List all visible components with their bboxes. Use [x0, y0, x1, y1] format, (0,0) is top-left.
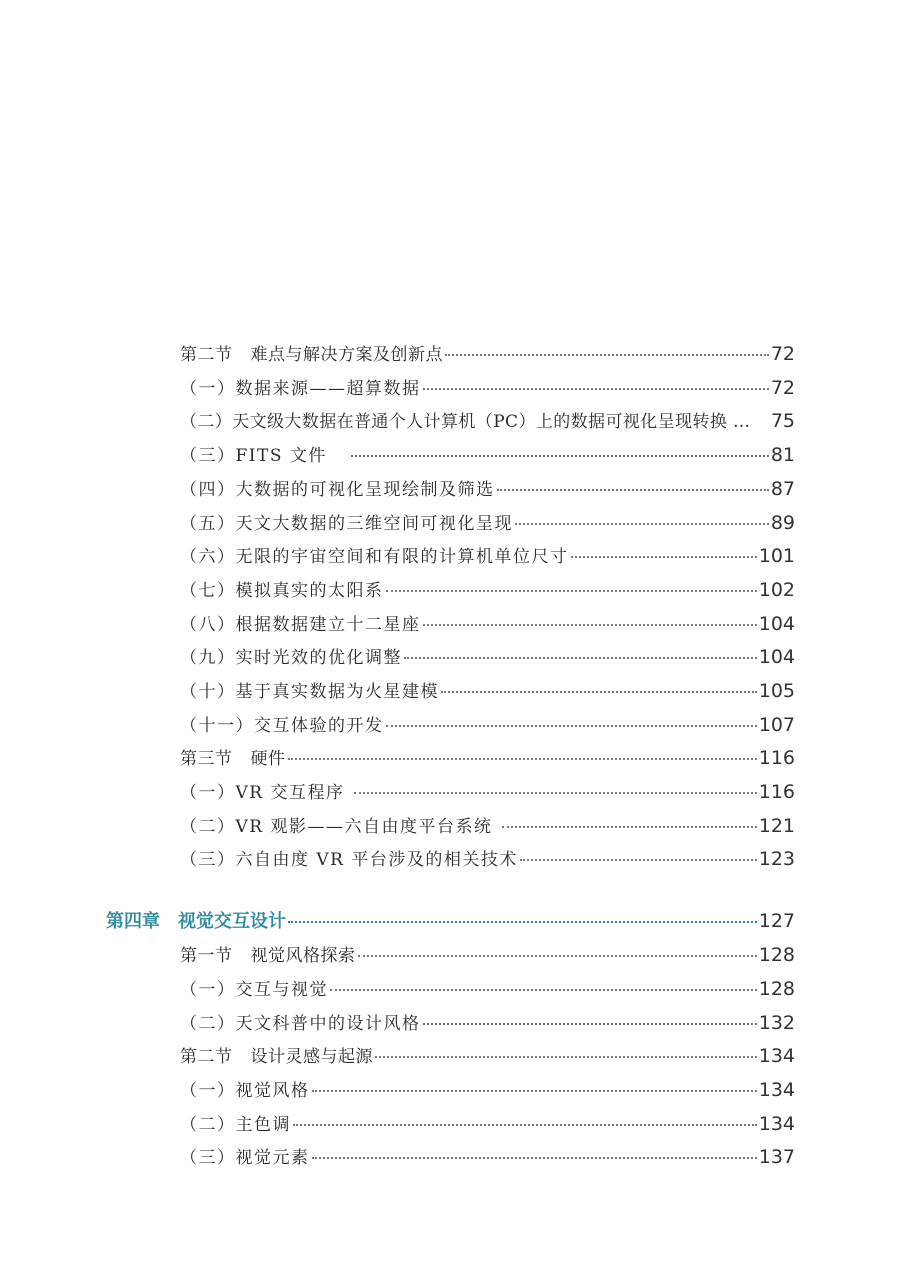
toc-page-number: 123 [758, 848, 795, 870]
dot-leader [497, 489, 769, 491]
toc-page-number: 81 [770, 444, 795, 466]
dot-leader [386, 590, 757, 592]
toc-entry[interactable] [180, 509, 795, 534]
toc-entry[interactable] [180, 975, 795, 1000]
toc-item-title: （七）模拟真实的太阳系 [180, 581, 384, 601]
toc-page-number: 128 [758, 978, 795, 1000]
toc-page-number: 102 [758, 579, 795, 601]
dot-leader [386, 725, 757, 727]
toc-entry[interactable] [180, 744, 795, 769]
toc-page-number: 101 [758, 545, 795, 567]
toc-page-number: 104 [758, 613, 795, 635]
toc-entry[interactable] [180, 812, 795, 837]
dot-leader [312, 1090, 757, 1092]
toc-entry[interactable] [180, 374, 795, 399]
toc-item-title: （五）天文大数据的三维空间可视化呈现 [180, 514, 513, 534]
toc-entry[interactable] [180, 475, 795, 500]
dot-leader [358, 955, 757, 957]
toc-section-title: 第二节 难点与解决方案及创新点 [180, 345, 443, 365]
toc-page-number: 105 [758, 680, 795, 702]
toc-entry[interactable] [180, 711, 795, 736]
toc-page-number: 87 [770, 478, 795, 500]
toc-entry[interactable] [180, 576, 795, 601]
toc-section-title: 第三节 硬件 [180, 749, 286, 769]
toc-item-title: （四）大数据的可视化呈现绘制及筛选 [180, 480, 495, 500]
toc-page-number: 134 [758, 1079, 795, 1101]
toc-entry[interactable] [180, 1009, 795, 1034]
toc-page-number: 116 [758, 781, 795, 803]
toc-chapter-title: 第四章 视觉交互设计 [106, 911, 286, 932]
toc-page-number: 121 [758, 815, 795, 837]
dot-leader [293, 1124, 757, 1126]
toc-page-number: 134 [758, 1113, 795, 1135]
dot-leader [423, 1023, 757, 1025]
dot-leader [404, 657, 757, 659]
toc-entry[interactable] [180, 1076, 795, 1101]
toc-item-title: （一）视觉风格 [180, 1081, 310, 1101]
toc-entry[interactable] [180, 778, 795, 803]
toc-page-number: 107 [758, 714, 795, 736]
toc-page-number: 116 [758, 747, 795, 769]
toc-item-title: （二）VR 观影——六自由度平台系统 [180, 817, 493, 837]
toc-item-title: （一）交互与视觉 [180, 980, 328, 1000]
toc-page-number: 127 [758, 910, 795, 932]
toc-item-title: （二）天文级大数据在普通个人计算机（PC）上的数据可视化呈现转换 … [180, 412, 751, 432]
toc-item-title: （三）六自由度 VR 平台涉及的相关技术 [180, 850, 518, 870]
toc-page-number: 75 [770, 410, 795, 432]
toc-entry[interactable] [180, 941, 795, 966]
toc-entry[interactable] [180, 1143, 795, 1168]
toc-item-title: （九）实时光效的优化调整 [180, 648, 402, 668]
toc-item-title: （二）主色调 [180, 1115, 291, 1135]
dot-leader [571, 556, 757, 558]
toc-item-title: （三）视觉元素 [180, 1148, 310, 1168]
toc-item-title: （一）数据来源——超算数据 [180, 379, 421, 399]
toc-item-title: （八）根据数据建立十二星座 [180, 615, 421, 635]
toc-section-title: 第一节 视觉风格探索 [180, 946, 356, 966]
toc-entry[interactable] [180, 441, 795, 466]
toc-item-title: （六）无限的宇宙空间和有限的计算机单位尺寸 [180, 547, 569, 567]
toc-page-number: 128 [758, 944, 795, 966]
toc-page-number: 104 [758, 646, 795, 668]
toc-chapter-entry[interactable] [106, 907, 795, 933]
dot-leader [423, 624, 757, 626]
toc-item-title: （十一）交互体验的开发 [180, 716, 384, 736]
dot-leader [375, 1056, 757, 1058]
dot-leader [445, 354, 769, 356]
toc-section-title: 第二节 设计灵感与起源 [180, 1047, 373, 1067]
toc-item-title: （十）基于真实数据为火星建模 [180, 682, 439, 702]
toc-entry[interactable] [180, 1110, 795, 1135]
toc-entry[interactable] [180, 677, 795, 702]
dot-leader [423, 388, 769, 390]
toc-entry[interactable] [180, 407, 795, 432]
dot-leader [441, 691, 757, 693]
toc-entry[interactable] [180, 643, 795, 668]
toc-page-number: 134 [758, 1045, 795, 1067]
dot-leader [351, 455, 769, 457]
dot-leader [502, 826, 756, 828]
toc-item-title: （一）VR 交互程序 [180, 783, 345, 803]
toc-entry[interactable] [180, 542, 795, 567]
dot-leader [354, 792, 756, 794]
dot-leader [288, 921, 757, 923]
dot-leader [515, 523, 769, 525]
dot-leader [330, 989, 757, 991]
toc-item-title: （二）天文科普中的设计风格 [180, 1014, 421, 1034]
toc-page-number: 72 [770, 343, 795, 365]
toc-item-title: （三）FITS 文件 [180, 446, 327, 466]
toc-entry[interactable] [180, 340, 795, 365]
toc-entry[interactable] [180, 610, 795, 635]
toc-entry[interactable] [180, 1042, 795, 1067]
toc-page-number: 89 [770, 512, 795, 534]
toc-page-number: 137 [758, 1146, 795, 1168]
dot-leader [288, 758, 757, 760]
dot-leader [520, 859, 757, 861]
toc-entry[interactable] [180, 845, 795, 870]
toc-page-number: 72 [770, 377, 795, 399]
toc-page-number: 132 [758, 1012, 795, 1034]
dot-leader [312, 1157, 757, 1159]
